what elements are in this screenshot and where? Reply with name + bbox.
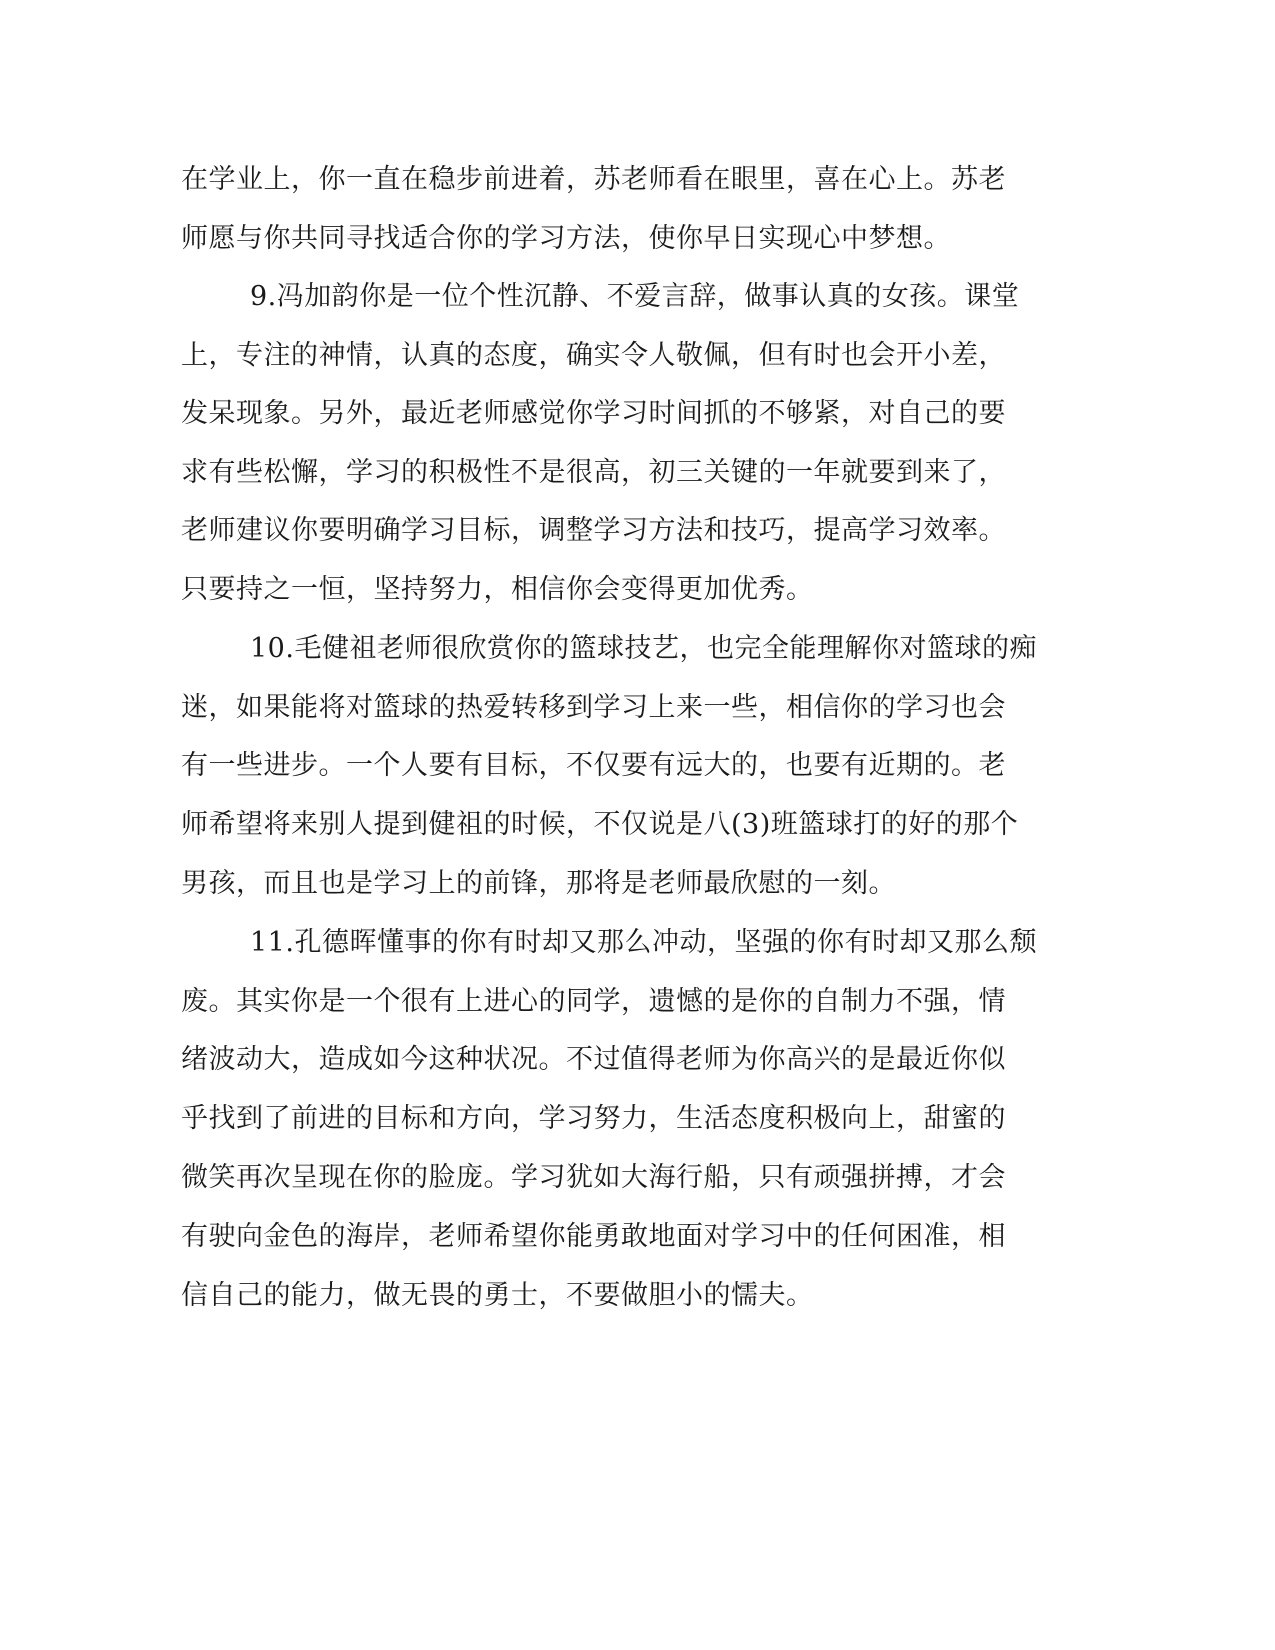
- paragraph-10-first-line: 10.毛健祖老师很欣赏你的篮球技艺，也完全能理解你对篮球的痴: [250, 633, 1037, 664]
- text-line: 有一些进步。一个人要有目标，不仅要有远大的，也要有近期的。老: [181, 750, 1006, 781]
- text-line: 只要持之一恒，坚持努力，相信你会变得更加优秀。: [181, 574, 814, 605]
- text-line: 求有些松懈，学习的积极性不是很高，初三关键的一年就要到来了，: [181, 457, 1006, 488]
- text-line: 男孩，而且也是学习上的前锋，那将是老师最欣慰的一刻。: [181, 868, 896, 899]
- text-line: 在学业上，你一直在稳步前进着，苏老师看在眼里，喜在心上。苏老: [181, 164, 1006, 195]
- text-line: 上，专注的神情，认真的态度，确实令人敬佩，但有时也会开小差，: [181, 340, 1006, 371]
- paragraph-11-first-line: 11.孔德晖懂事的你有时却又那么冲动，坚强的你有时却又那么颓: [250, 927, 1037, 958]
- text-line: 师愿与你共同寻找适合你的学习方法，使你早日实现心中梦想。: [181, 223, 951, 254]
- text-line: 绪波动大，造成如今这种状况。不过值得老师为你高兴的是最近你似: [181, 1044, 1006, 1075]
- text-line: 师希望将来别人提到健祖的时候，不仅说是八(3)班篮球打的好的那个: [181, 809, 1019, 840]
- text-line: 迷，如果能将对篮球的热爱转移到学习上来一些，相信你的学习也会: [181, 692, 1006, 723]
- text-line: 废。其实你是一个很有上进心的同学，遗憾的是你的自制力不强，情: [181, 986, 1006, 1017]
- text-line: 老师建议你要明确学习目标，调整学习方法和技巧，提高学习效率。: [181, 515, 1006, 546]
- text-line: 发呆现象。另外，最近老师感觉你学习时间抓的不够紧，对自己的要: [181, 398, 1006, 429]
- text-line: 微笑再次呈现在你的脸庞。学习犹如大海行船，只有顽强拼搏，才会: [181, 1162, 1006, 1193]
- text-line: 信自己的能力，做无畏的勇士，不要做胆小的懦夫。: [181, 1280, 814, 1311]
- text-line: 有驶向金色的海岸，老师希望你能勇敢地面对学习中的任何困准，相: [181, 1221, 1006, 1252]
- paragraph-9-first-line: 9.冯加韵你是一位个性沉静、不爱言辞，做事认真的女孩。课堂: [250, 281, 1020, 312]
- text-line: 乎找到了前进的目标和方向，学习努力，生活态度积极向上，甜蜜的: [181, 1103, 1006, 1134]
